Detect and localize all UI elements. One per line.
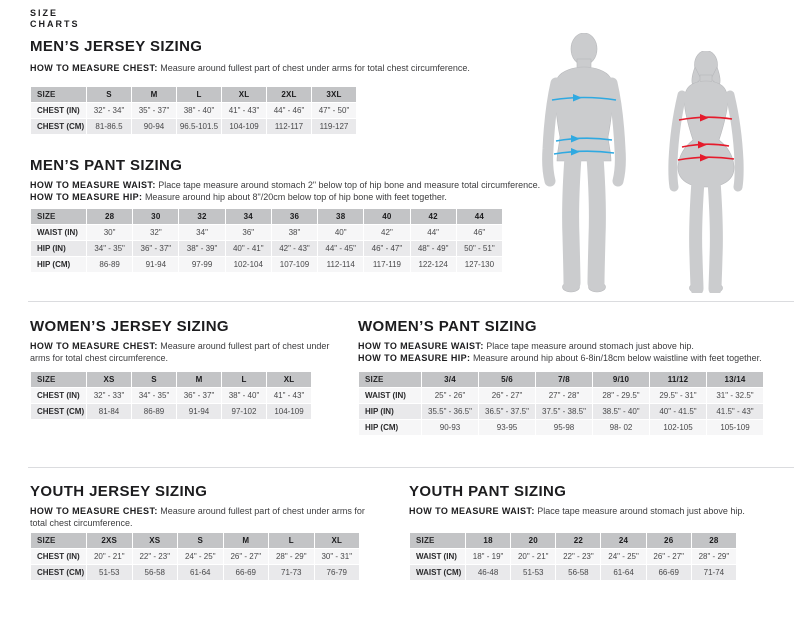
table-cell: 119-127: [312, 119, 356, 134]
female-body: [678, 51, 734, 293]
male-leg-right: [595, 157, 597, 283]
column-header: SIZE: [31, 533, 86, 548]
table-cell: 28" - 29": [692, 549, 736, 564]
table-cell: 28" - 29": [269, 549, 314, 564]
table-cell: 32" - 34": [87, 103, 131, 118]
table-header-row: [359, 372, 763, 387]
table-cell: 41" - 43": [222, 103, 266, 118]
column-header: 26: [647, 533, 691, 548]
section-divider: [28, 467, 794, 468]
table-row: [359, 420, 763, 435]
womens-jersey-heading: WOMEN’S JERSEY SIZING: [30, 318, 229, 335]
table-cell: 97-99: [179, 257, 224, 272]
howto-text: Measure around hip about 8"/20cm below top of hip bone with feet together.: [142, 192, 447, 202]
howto-label: HOW TO MEASURE CHEST:: [30, 506, 158, 516]
youth-jersey-heading: YOUTH JERSEY SIZING: [30, 483, 208, 500]
table-cell: 98- 02: [593, 420, 649, 435]
table-cell: 40" - 41": [226, 241, 271, 256]
table-cell: 18" - 19": [466, 549, 510, 564]
row-label: CHEST (CM): [31, 565, 86, 580]
womens-pant-howto: [358, 340, 788, 364]
table-cell: 47" - 50": [312, 103, 356, 118]
table-header-row: [31, 209, 502, 224]
table-cell: 32" - 33": [87, 388, 131, 403]
table-cell: 46" - 47": [364, 241, 409, 256]
row-label: CHEST (IN): [31, 103, 86, 118]
row-label: CHEST (IN): [31, 549, 86, 564]
column-header: 2XS: [87, 533, 132, 548]
column-header: 3/4: [422, 372, 478, 387]
column-header: 13/14: [707, 372, 763, 387]
table-cell: 50" - 51": [457, 241, 502, 256]
column-header: SIZE: [31, 372, 86, 387]
table-cell: 96.5-101.5: [177, 119, 221, 134]
table-cell: 44": [411, 225, 456, 240]
table-cell: 102-105: [650, 420, 706, 435]
table-cell: 24" - 25": [178, 549, 223, 564]
table-header-row: [31, 372, 311, 387]
table-cell: 93-95: [479, 420, 535, 435]
table-cell: 40" - 41.5": [650, 404, 706, 419]
column-header: 42: [411, 209, 456, 224]
column-header: SIZE: [410, 533, 465, 548]
column-header: SIZE: [31, 87, 86, 102]
howto-label: HOW TO MEASURE CHEST:: [30, 341, 158, 351]
table-cell: 22" - 23": [556, 549, 600, 564]
page-title: [30, 8, 80, 30]
table-cell: 71-74: [692, 565, 736, 580]
table-cell: 105-109: [707, 420, 763, 435]
howto-text: Place tape measure around stomach 2" below top of hip bone and measure total circumference.: [155, 180, 541, 190]
mens-pant-howto: [30, 179, 550, 203]
column-header: 11/12: [650, 372, 706, 387]
howto-label: HOW TO MEASURE WAIST:: [409, 506, 535, 516]
table-cell: 90-94: [132, 119, 176, 134]
table-row: [410, 549, 736, 564]
row-label: HIP (CM): [359, 420, 421, 435]
howto-label: HOW TO MEASURE WAIST:: [358, 341, 484, 351]
howto-text: Measure around fullest part of chest under arms for total chest circumference.: [157, 63, 470, 73]
column-header: XL: [315, 533, 360, 548]
table-cell: 38.5" - 40": [593, 404, 649, 419]
column-header: XS: [133, 533, 178, 548]
table-cell: 122-124: [411, 257, 456, 272]
column-header: 38: [318, 209, 363, 224]
table-row: [31, 388, 311, 403]
table-cell: 44" - 45": [318, 241, 363, 256]
table-cell: 46-48: [466, 565, 510, 580]
table-cell: 36.5" - 37.5": [479, 404, 535, 419]
table-cell: 27" - 28": [536, 388, 592, 403]
womens-pant-size-table: [358, 371, 764, 436]
column-header: M: [177, 372, 221, 387]
table-cell: 90-93: [422, 420, 478, 435]
column-header: SIZE: [359, 372, 421, 387]
table-cell: 28" - 29.5": [593, 388, 649, 403]
table-cell: 38": [272, 225, 317, 240]
table-cell: 51-53: [87, 565, 132, 580]
column-header: 3XL: [312, 87, 356, 102]
table-cell: 48" - 49": [411, 241, 456, 256]
table-cell: 34" - 35": [87, 241, 132, 256]
table-cell: 20" - 21": [87, 549, 132, 564]
row-label: CHEST (CM): [31, 404, 86, 419]
row-label: CHEST (CM): [31, 119, 86, 134]
womens-pant-heading: WOMEN’S PANT SIZING: [358, 318, 537, 335]
column-header: L: [222, 372, 266, 387]
table-cell: 66-69: [647, 565, 691, 580]
table-cell: 86-89: [132, 404, 176, 419]
womens-jersey-howto: [30, 340, 330, 364]
table-cell: 34" - 35": [132, 388, 176, 403]
table-cell: 107-109: [272, 257, 317, 272]
womens-jersey-size-table: [30, 371, 312, 420]
table-header-row: [31, 87, 356, 102]
youth-jersey-howto: [30, 505, 375, 529]
male-leg-left: [571, 157, 573, 283]
row-label: HIP (CM): [31, 257, 86, 272]
table-cell: 30": [87, 225, 132, 240]
column-header: S: [178, 533, 223, 548]
table-cell: 25" - 26": [422, 388, 478, 403]
column-header: 2XL: [267, 87, 311, 102]
table-cell: 36" - 37": [133, 241, 178, 256]
column-header: 30: [133, 209, 178, 224]
mens-jersey-size-table: [30, 86, 357, 135]
table-cell: 38" - 40": [222, 388, 266, 403]
column-header: 44: [457, 209, 502, 224]
table-cell: 81-84: [87, 404, 131, 419]
table-cell: 44" - 46": [267, 103, 311, 118]
column-header: 24: [601, 533, 645, 548]
column-header: L: [269, 533, 314, 548]
male-arm-right: [612, 83, 620, 181]
table-row: [31, 257, 502, 272]
table-cell: 38" - 39": [179, 241, 224, 256]
table-cell: 86-89: [87, 257, 132, 272]
page-title-line2: CHARTS: [30, 19, 80, 29]
column-header: 36: [272, 209, 317, 224]
table-cell: 35" - 37": [132, 103, 176, 118]
table-cell: 35.5" - 36.5": [422, 404, 478, 419]
column-header: 32: [179, 209, 224, 224]
youth-jersey-size-table: [30, 532, 360, 581]
table-cell: 117-119: [364, 257, 409, 272]
table-cell: 32": [133, 225, 178, 240]
column-header: S: [132, 372, 176, 387]
mens-pant-heading: MEN’S PANT SIZING: [30, 157, 183, 174]
table-cell: 76-79: [315, 565, 360, 580]
table-row: [359, 404, 763, 419]
howto-text: Place tape measure around stomach just above hip.: [534, 506, 745, 516]
table-cell: 37.5" - 38.5": [536, 404, 592, 419]
row-label: CHEST (IN): [31, 388, 86, 403]
howto-line: [358, 352, 788, 364]
howto-line: [30, 179, 550, 191]
table-cell: 112-117: [267, 119, 311, 134]
table-cell: 22" - 23": [133, 549, 178, 564]
row-label: HIP (IN): [31, 241, 86, 256]
table-cell: 127-130: [457, 257, 502, 272]
table-cell: 41" - 43": [267, 388, 311, 403]
male-silhouette-illustration: [540, 33, 628, 293]
table-cell: 46": [457, 225, 502, 240]
table-row: [31, 565, 359, 580]
table-cell: 61-64: [601, 565, 645, 580]
howto-text: Place tape measure around stomach just above hip.: [483, 341, 694, 351]
row-label: WAIST (IN): [359, 388, 421, 403]
table-row: [31, 549, 359, 564]
table-cell: 20" - 21": [511, 549, 555, 564]
table-row: [31, 225, 502, 240]
table-cell: 30" - 31": [315, 549, 360, 564]
page-title-line1: SIZE: [30, 8, 59, 18]
table-row: [31, 119, 356, 134]
row-label: WAIST (IN): [31, 225, 86, 240]
table-cell: 41.5" - 43": [707, 404, 763, 419]
male-arm-left: [548, 83, 556, 181]
female-leg-right: [714, 181, 716, 289]
female-leg-left: [696, 181, 698, 289]
column-header: 7/8: [536, 372, 592, 387]
howto-text: Measure around fullest part of chest under arms for total chest circumference.: [30, 341, 330, 363]
table-cell: 26" - 27": [647, 549, 691, 564]
table-cell: 42" - 43": [272, 241, 317, 256]
youth-pant-heading: YOUTH PANT SIZING: [409, 483, 567, 500]
table-cell: 66-69: [224, 565, 269, 580]
column-header: M: [224, 533, 269, 548]
table-row: [410, 565, 736, 580]
column-header: XL: [267, 372, 311, 387]
column-header: 34: [226, 209, 271, 224]
table-cell: 56-58: [556, 565, 600, 580]
table-row: [359, 388, 763, 403]
table-cell: 24" - 25": [601, 549, 645, 564]
female-silhouette-illustration: [666, 51, 746, 293]
table-cell: 61-64: [178, 565, 223, 580]
column-header: M: [132, 87, 176, 102]
table-cell: 104-109: [267, 404, 311, 419]
column-header: L: [177, 87, 221, 102]
table-cell: 42": [364, 225, 409, 240]
row-label: HIP (IN): [359, 404, 421, 419]
howto-text: Measure around fullest part of chest under arms for total chest circumference.: [30, 506, 365, 528]
table-header-row: [31, 533, 359, 548]
table-cell: 95-98: [536, 420, 592, 435]
column-header: 28: [87, 209, 132, 224]
table-cell: 102-104: [226, 257, 271, 272]
table-cell: 29.5" - 31": [650, 388, 706, 403]
column-header: 18: [466, 533, 510, 548]
column-header: 28: [692, 533, 736, 548]
table-cell: 91-94: [133, 257, 178, 272]
howto-label: HOW TO MEASURE WAIST:: [30, 180, 156, 190]
table-row: [31, 241, 502, 256]
table-cell: 34": [179, 225, 224, 240]
howto-label: HOW TO MEASURE CHEST:: [30, 63, 158, 73]
howto-text: Measure around hip about 6-8in/18cm below waistline with feet together.: [470, 353, 762, 363]
youth-pant-howto: [409, 505, 789, 517]
table-cell: 104-109: [222, 119, 266, 134]
table-cell: 51-53: [511, 565, 555, 580]
table-cell: 31" - 32.5": [707, 388, 763, 403]
mens-pant-size-table: [30, 208, 503, 273]
column-header: 9/10: [593, 372, 649, 387]
table-cell: 97-102: [222, 404, 266, 419]
female-torso: [678, 81, 734, 187]
howto-label: HOW TO MEASURE HIP:: [358, 353, 471, 363]
table-cell: 38" - 40": [177, 103, 221, 118]
column-header: 22: [556, 533, 600, 548]
column-header: SIZE: [31, 209, 86, 224]
youth-pant-size-table: [409, 532, 737, 581]
howto-label: HOW TO MEASURE HIP:: [30, 192, 143, 202]
male-torso: [555, 67, 613, 161]
table-row: [31, 404, 311, 419]
column-header: 20: [511, 533, 555, 548]
column-header: S: [87, 87, 131, 102]
column-header: XS: [87, 372, 131, 387]
table-cell: 36" - 37": [177, 388, 221, 403]
section-divider: [28, 301, 794, 302]
column-header: XL: [222, 87, 266, 102]
row-label: WAIST (IN): [410, 549, 465, 564]
column-header: 40: [364, 209, 409, 224]
table-cell: 40": [318, 225, 363, 240]
table-cell: 81-86.5: [87, 119, 131, 134]
howto-line: [358, 340, 788, 352]
table-cell: 26" - 27": [479, 388, 535, 403]
table-cell: 26" - 27": [224, 549, 269, 564]
howto-line: [30, 191, 550, 203]
row-label: WAIST (CM): [410, 565, 465, 580]
mens-jersey-heading: MEN’S JERSEY SIZING: [30, 38, 203, 55]
table-row: [31, 103, 356, 118]
table-cell: 91-94: [177, 404, 221, 419]
table-cell: 36": [226, 225, 271, 240]
table-cell: 71-73: [269, 565, 314, 580]
table-cell: 112-114: [318, 257, 363, 272]
table-header-row: [410, 533, 736, 548]
column-header: 5/6: [479, 372, 535, 387]
table-cell: 56-58: [133, 565, 178, 580]
